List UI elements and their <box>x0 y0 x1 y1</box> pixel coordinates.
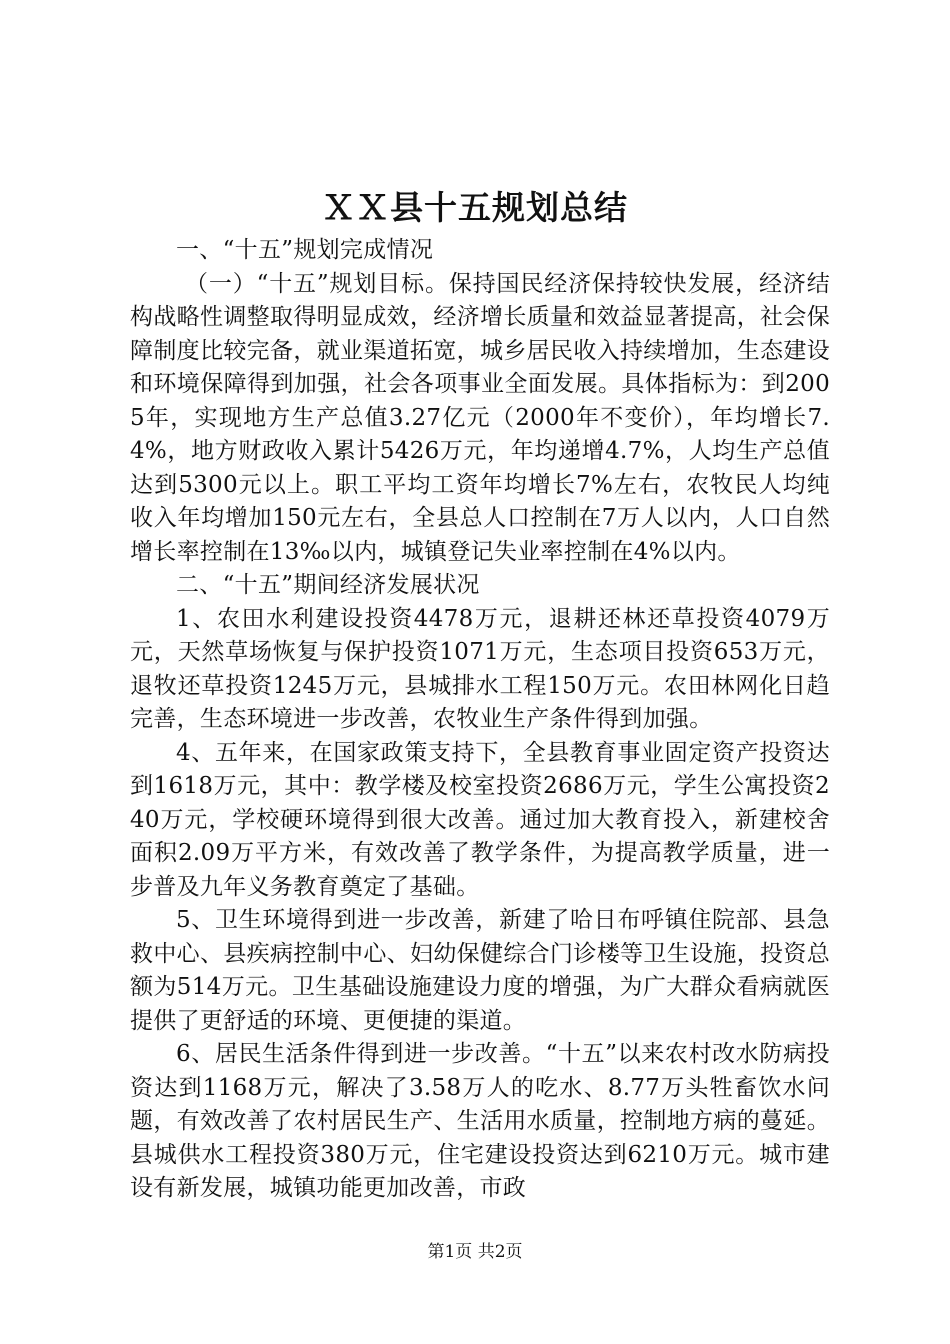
document-body <box>130 234 830 1206</box>
document-title: ＸＸ县十五规划总结 <box>322 188 628 227</box>
paragraph-planning-goals: （一）“十五”规划目标。保持国民经济保持较快发展，经济结构战略性调整取得明显成效，经济增长质量和效益显著提高，社会保障制度比较完备，就业渠道拓宽，城乡居民收入持续增加，生态建设和环境保障得到加强，社会各项事业全面发展。具体指标为：到2005年，实现地方生产总值3.27亿元（2000年不变价），年均增长7.4%，地方财政收入累计5426万元，年均递增4.7%，人均生产总值达到5300元以上。职工平均工资年均增长7%左右，农牧民人均纯收入年均增加150元左右，全县总人口控制在7万人以内，人口自然增长率控制在13‰以内，城镇登记失业率控制在4%以内。 <box>130 270 830 565</box>
section-heading-2: 二、“十五”期间经济发展状况 <box>176 572 480 598</box>
page-footer: 第1页 共2页 <box>427 1242 523 1262</box>
paragraph-item-1: 1、农田水利建设投资4478万元，退耕还林还草投资4079万元，天然草场恢复与保护投资1071万元，生态项目投资653万元，退牧还草投资1245万元，县城排水工程150万元。农田林网化日趋完善，生态环境进一步改善，农牧业生产条件得到加强。 <box>130 605 830 732</box>
paragraph-item-4: 4、五年来，在国家政策支持下，全县教育事业固定资产投资达到1618万元，其中：教学楼及校室投资2686万元，学生公寓投资240万元，学校硬环境得到很大改善。通过加大教育投入，新建校舍面积2.09万平方米，有效改善了教学条件，为提高教学质量，进一步普及九年义务教育奠定了基础。 <box>130 739 830 900</box>
paragraph-item-5: 5、卫生环境得到进一步改善，新建了哈日布呼镇住院部、县急救中心、县疾病控制中心、妇幼保健综合门诊楼等卫生设施，投资总额为514万元。卫生基础设施建设力度的增强，为广大群众看病就医提供了更舒适的环境、更便捷的渠道。 <box>130 907 830 1034</box>
section-heading-1: 一、“十五”规划完成情况 <box>176 237 434 263</box>
paragraph-item-6: 6、居民生活条件得到进一步改善。“十五”以来农村改水防病投资达到1168万元，解决了3.58万人的吃水、8.77万头牲畜饮水问题，有效改善了农村居民生产、生活用水质量，控制地方病的蔓延。县城供水工程投资380万元，住宅建设投资达到6210万元。城市建设有新发展，城镇功能更加改善，市政 <box>130 1041 830 1201</box>
